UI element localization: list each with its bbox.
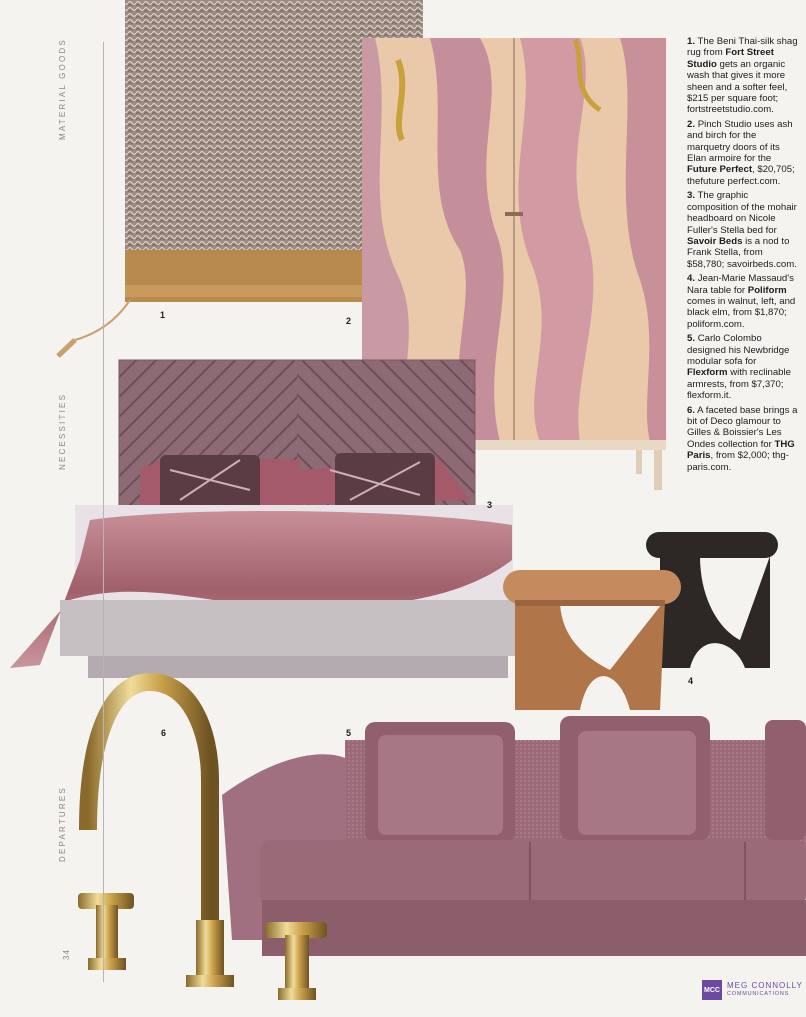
caption-2 xyxy=(687,119,799,187)
caption-text: , from $2,000; thg-paris.com. xyxy=(687,450,789,473)
logo-sub: COMMUNICATIONS xyxy=(727,991,790,997)
logo-name: MEG CONNOLLY xyxy=(727,981,803,990)
caption-text: comes in walnut, left, and black elm, from $1,870; poliform.com. xyxy=(687,295,796,330)
margin-rule xyxy=(103,42,104,982)
caption-brand: Future Perfect xyxy=(687,164,753,176)
section-label-departures: DEPARTURES xyxy=(58,786,67,862)
caption-text: A faceted base brings a bit of Deco glamour to Gilles & Boissier's Les Ondes collection for xyxy=(687,404,798,450)
caption-num: 2. xyxy=(687,118,696,130)
caption-text: with reclinable armrests, from $7,370; flexform.it. xyxy=(687,367,791,402)
side-tables xyxy=(503,532,778,710)
caption-num: 5. xyxy=(687,333,696,345)
agency-logo xyxy=(702,980,803,1000)
page-number: 34 xyxy=(62,949,71,960)
item-number-4: 4 xyxy=(688,676,694,686)
caption-brand: Flexform xyxy=(687,367,728,379)
caption-1 xyxy=(687,36,799,116)
item-number-1: 1 xyxy=(160,310,166,320)
section-label-necessities: NECESSITIES xyxy=(58,392,67,470)
caption-text: The graphic composition of the mohair headboard on Nicole Fuller's Stella bed for xyxy=(687,190,797,236)
caption-3 xyxy=(687,190,799,270)
item-number-2: 2 xyxy=(346,316,352,326)
caption-num: 3. xyxy=(687,190,696,202)
caption-5 xyxy=(687,333,799,401)
caption-column xyxy=(687,36,799,476)
logo-mark: MCC xyxy=(702,980,722,1000)
section-label-material-goods: MATERIAL GOODS xyxy=(58,38,67,140)
item-number-3: 3 xyxy=(487,500,493,510)
caption-4 xyxy=(687,273,799,330)
caption-text: is a nod to Frank Stella, from $58,780; savoirbeds.com. xyxy=(687,235,797,270)
caption-text: , $20,705; thefuture perfect.com. xyxy=(687,164,795,187)
caption-text: Jean-Marie Massaud's Nara table for xyxy=(687,273,794,296)
caption-num: 4. xyxy=(687,273,696,285)
caption-text: Pinch Studio uses ash and birch for the marquetry doors of its Elan armoire for the xyxy=(687,118,793,165)
caption-brand: THG Paris xyxy=(687,438,795,462)
bed xyxy=(10,360,520,678)
caption-num: 6. xyxy=(687,404,696,416)
sofa xyxy=(222,716,806,956)
caption-text: The Beni Thai-silk shag rug from xyxy=(687,36,798,59)
item-number-5: 5 xyxy=(346,728,352,738)
item-number-6: 6 xyxy=(161,728,167,738)
caption-text: Carlo Colombo designed his Newbridge modular sofa for xyxy=(687,333,790,367)
caption-brand: Savoir Beds xyxy=(687,235,743,247)
caption-brand: Fort Street Studio xyxy=(687,47,774,70)
caption-6 xyxy=(687,405,799,473)
caption-text: gets an organic wash that gives it more sheen and a softer feel, $215 per square foot; fortstreetstudio.com. xyxy=(687,58,788,116)
caption-brand: Poliform xyxy=(747,284,787,296)
caption-num: 1. xyxy=(687,36,696,47)
logo-wordmark xyxy=(727,982,803,998)
